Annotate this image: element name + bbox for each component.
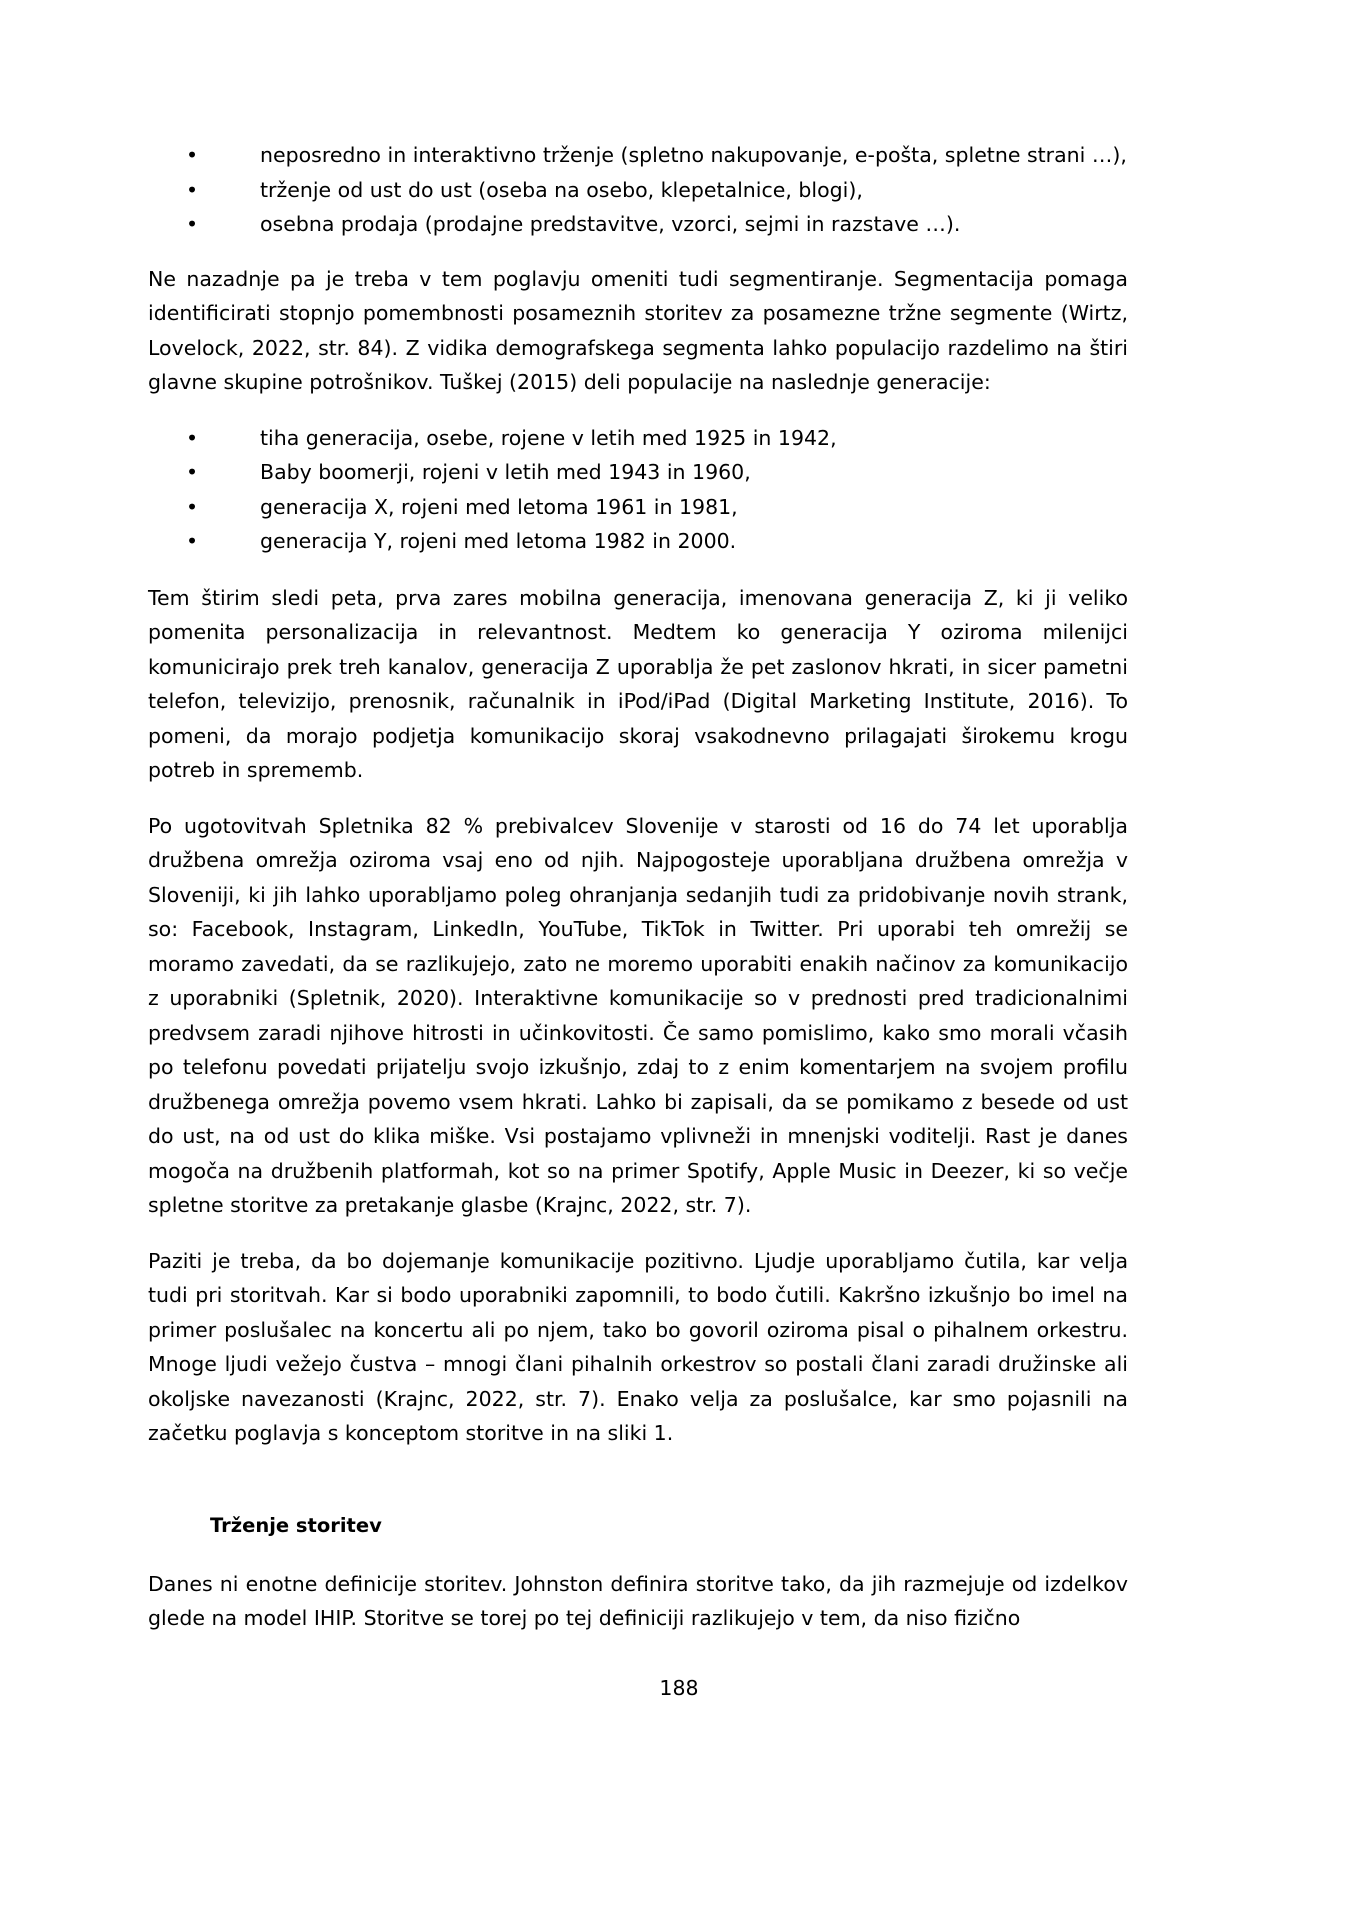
list-item-label: neposredno in interaktivno trženje (spletno nakupovanje, e-pošta, spletne strani …),	[260, 143, 1127, 167]
generations-list	[148, 421, 1128, 559]
list-item-label: generacija X, rojeni med letoma 1961 in 1981,	[260, 494, 738, 519]
paragraph-social-networks: Po ugotovitvah Spletnika 82 % prebivalcev Slovenije v starosti od 16 do 74 let uporablja družbena omrežja oziroma vsaj eno od njih. Najpogosteje uporabljana družbena omrežja v Sloveniji, ki jih lahko uporabljamo poleg ohranjanja sedanjih tudi za pridobivanje novih strank, so: Facebook, Instagram, LinkedIn, YouTube, TikTok in Twitter. Pri uporabi teh omrežij se moramo zavedati, da se razlikujejo, zato ne moremo uporabiti enakih načinov za komunikacijo z uporabniki (Spletnik, 2020). Interaktivne komunikacije so v prednosti pred tradicionalnimi predvsem zaradi njihove hitrosti in učinkovitosti. Če samo pomislimo, kako smo morali včasih po telefonu povedati prijatelju svojo izkušnjo, zdaj to z enim komentarjem na svojem profilu družbenega omrežja povemo vsem hkrati. Lahko bi zapisali, da se pomikamo z besede od ust do ust, na od ust do klika miške. Vsi postajamo vplivneži in mnenjski voditelji. Rast je danes mogoča na družbenih platformah, kot so na primer Spotify, Apple Music in Deezer, ki so večje spletne storitve za pretakanje glasbe (Krajnc, 2022, str. 7).	[148, 813, 1128, 1217]
list-item-label: generacija Y, rojeni med letoma 1982 in 2000.	[260, 529, 737, 553]
list-item	[148, 173, 1128, 208]
page-number: 188	[659, 1676, 699, 1700]
list-item	[148, 455, 1128, 490]
page-content	[148, 138, 1128, 1636]
bullet-icon: •	[186, 177, 199, 202]
paragraph-definition: Danes ni enotne definicije storitev. Johnston definira storitve tako, da jih razmejuje od izdelkov glede na model IHIP. Storitve se torej po tej definiciji razlikujejo v tem, da niso fizično	[148, 1571, 1128, 1630]
list-item-label: tiha generacija, osebe, rojene v letih med 1925 in 1942,	[260, 425, 837, 450]
bullet-icon: •	[186, 143, 199, 167]
list-item	[148, 421, 1128, 456]
bullet-icon: •	[186, 494, 199, 519]
list-item-label: trženje od ust do ust (oseba na osebo, klepetalnice, blogi),	[260, 177, 863, 202]
list-item-label: Baby boomerji, rojeni v letih med 1943 in 1960,	[260, 460, 751, 484]
bullet-icon: •	[186, 212, 199, 236]
paragraph-generation-z: Tem štirim sledi peta, prva zares mobilna generacija, imenovana generacija Z, ki ji veliko pomenita personalizacija in relevantnost. Medtem ko generacija Y oziroma milenijci komunicirajo prek treh kanalov, generacija Z uporablja že pet zaslonov hkrati, in sicer pametni telefon, televizijo, prenosnik, računalnik in iPod/iPad (Digital Marketing Institute, 2016). To pomeni, da morajo podjetja komunikacijo skoraj vsakodnevno prilagajati širokemu krogu potreb in sprememb.	[148, 585, 1128, 782]
paragraph-perception: Paziti je treba, da bo dojemanje komunikacije pozitivno. Ljudje uporabljamo čutila, kar velja tudi pri storitvah. Kar si bodo uporabniki zapomnili, to bodo čutili. Kakršno izkušnjo bo imel na primer poslušalec na koncertu ali po njem, tako bo govoril oziroma pisal o pihalnem orkestru. Mnoge ljudi vežejo čustva – mnogi člani pihalnih orkestrov so postali člani zaradi družinske ali okoljske navezanosti (Krajnc, 2022, str. 7). Enako velja za poslušalce, kar smo pojasnili na začetku poglavja s konceptom storitve in na sliki 1.	[148, 1248, 1128, 1445]
paragraph-segmentation: Ne nazadnje pa je treba v tem poglavju omeniti tudi segmentiranje. Segmentacija pomaga identificirati stopnjo pomembnosti posameznih storitev za posamezne tržne segmente (Wirtz, Lovelock, 2022, str. 84). Z vidika demografskega segmenta lahko populacijo razdelimo na štiri glavne skupine potrošnikov. Tuškej (2015) deli populacije na naslednje generacije:	[148, 266, 1128, 394]
bullet-icon: •	[186, 460, 199, 484]
bullet-icon: •	[186, 529, 199, 553]
list-item	[148, 207, 1128, 242]
list-item	[148, 524, 1128, 559]
channels-list	[148, 138, 1128, 242]
section-heading-trzenje-storitev: Trženje storitev	[210, 1513, 382, 1537]
bullet-icon: •	[186, 425, 199, 450]
list-item-label: osebna prodaja (prodajne predstavitve, vzorci, sejmi in razstave …).	[260, 212, 961, 236]
list-item	[148, 138, 1128, 173]
list-item	[148, 490, 1128, 525]
